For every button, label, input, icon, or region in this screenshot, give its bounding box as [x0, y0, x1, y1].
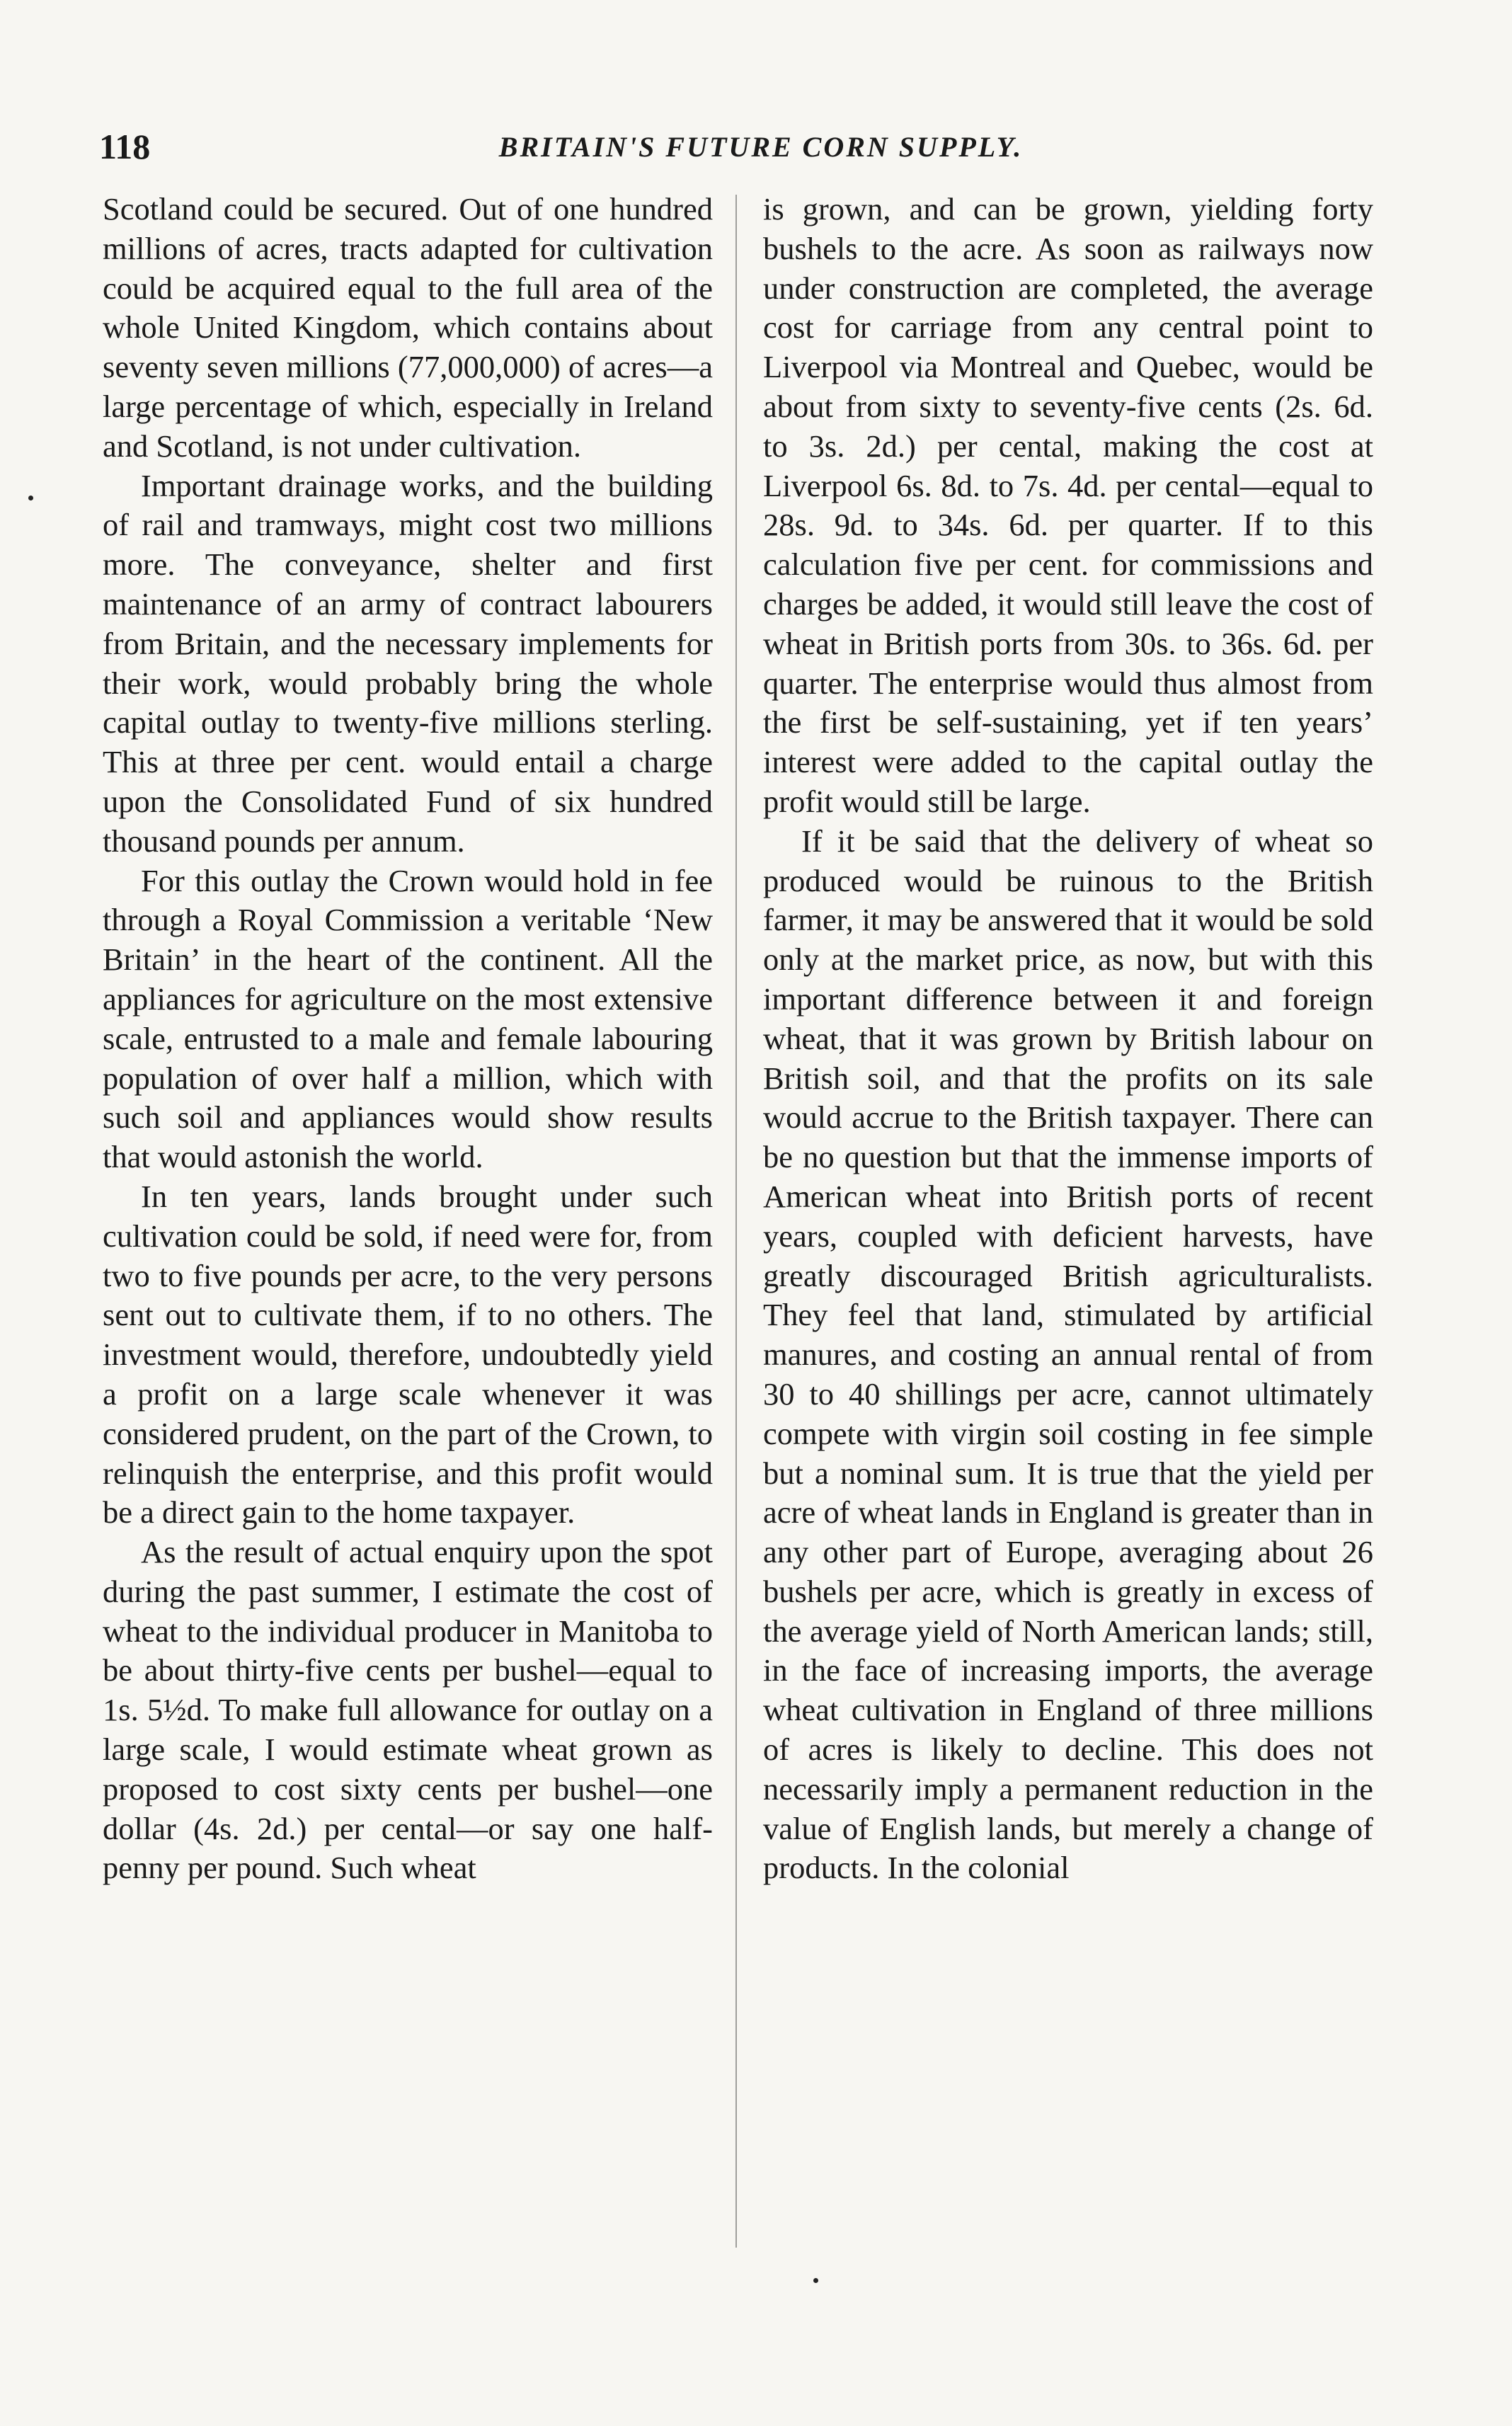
ink-speck	[28, 496, 33, 500]
paragraph: Scotland could be secured. Out of one hundred millions of acres, tracts adapted for cultivation could be acquired equal to the full area of the whole United Kingdom, which contains about seventy seven millions (77,000,000) of acres—a large percentage of which, especially in Ireland and Scotland, is not under cultivation.	[103, 191, 713, 464]
paragraph: is grown, and can be grown, yielding forty bushels to the acre. As soon as railways now under construction are completed, the average cost for carriage from any central point to Liverpool via Montreal and Quebec, would be about from sixty to seventy-five cents (2s. 6d. to 3s. 2d.) per cental, making the cost at Liverpool 6s. 8d. to 7s. 4d. per cental—equal to 28s. 9d. to 34s. 6d. per quarter. If to this calculation five per cent. for commissions and charges be added, it would still leave the cost of wheat in British ports from 30s. to 36s. 6d. per quarter. The enterprise would thus almost from the first be self-sustaining, yet if ten years’ interest were added to the capital outlay the profit would still be large.	[763, 191, 1373, 819]
running-title: BRITAIN'S FUTURE CORN SUPPLY.	[498, 131, 1024, 163]
right-column	[763, 190, 1373, 1888]
column-divider	[735, 195, 737, 2248]
paragraph: As the result of actual enquiry upon the spot during the past summer, I estimate the cost of wheat to the individual producer in Manitoba to be about thirty-five cents per bushel—equal to 1s. 5½d. To make full allowance for outlay on a large scale, I would estimate wheat grown as proposed to cost sixty cents per bushel—one dollar (4s. 2d.) per cental—or say one half-penny per pound. Such wheat	[103, 1534, 713, 1886]
left-column	[103, 190, 713, 1888]
page-number: 118	[99, 127, 151, 166]
paragraph: For this outlay the Crown would hold in fee through a Royal Commission a veritable ‘New Britain’ in the heart of the continent. All the appliances for agriculture on the most extensive scale, entrusted to a male and female labouring population of over half a million, which with such soil and appliances would show results that would astonish the world.	[103, 862, 713, 1175]
page-header	[99, 126, 1423, 176]
paragraph: Important drainage works, and the building of rail and tramways, might cost two millions more. The conveyance, shelter and first maintenance of an army of contract labourers from Britain, and the necessary implements for their work, would probably bring the whole capital outlay to twenty-five millions sterling. This at three per cent. would entail a charge upon the Consolidated Fund of six hundred thousand pounds per annum.	[103, 467, 713, 859]
ink-speck	[813, 2278, 818, 2283]
paragraph: If it be said that the delivery of wheat so produced would be ruinous to the British farmer, it may be answered that it would be sold only at the market price, as now, but with this important difference between it and foreign wheat, that it was grown by British labour on British soil, and that the profits on its sale would accrue to the British taxpayer. There can be no question but that the immense imports of American wheat into British ports of recent years, coupled with deficient harvests, have greatly discouraged British agriculturalists. They feel that land, stimulated by artificial manures, and costing an annual rental of from 30 to 40 shillings per acre, cannot ultimately compete with virgin soil costing in fee simple but a nominal sum. It is true that the yield per acre of wheat lands in England is greater than in any other part of Europe, averaging about 26 bushels per acre, which is greatly in excess of the average yield of North American lands; still, in the face of increasing imports, the average wheat cultivation in England of three millions of acres is likely to decline. This does not necessarily imply a permanent reduction in the value of English lands, but merely a change of products. In the colonial	[763, 823, 1373, 1886]
paragraph: In ten years, lands brought under such cultivation could be sold, if need were for, from two to five pounds per acre, to the very persons sent out to cultivate them, if to no others. The investment would, therefore, undoubtedly yield a profit on a large scale whenever it was considered prudent, on the part of the Crown, to relinquish the enterprise, and this profit would be a direct gain to the home taxpayer.	[103, 1178, 713, 1530]
